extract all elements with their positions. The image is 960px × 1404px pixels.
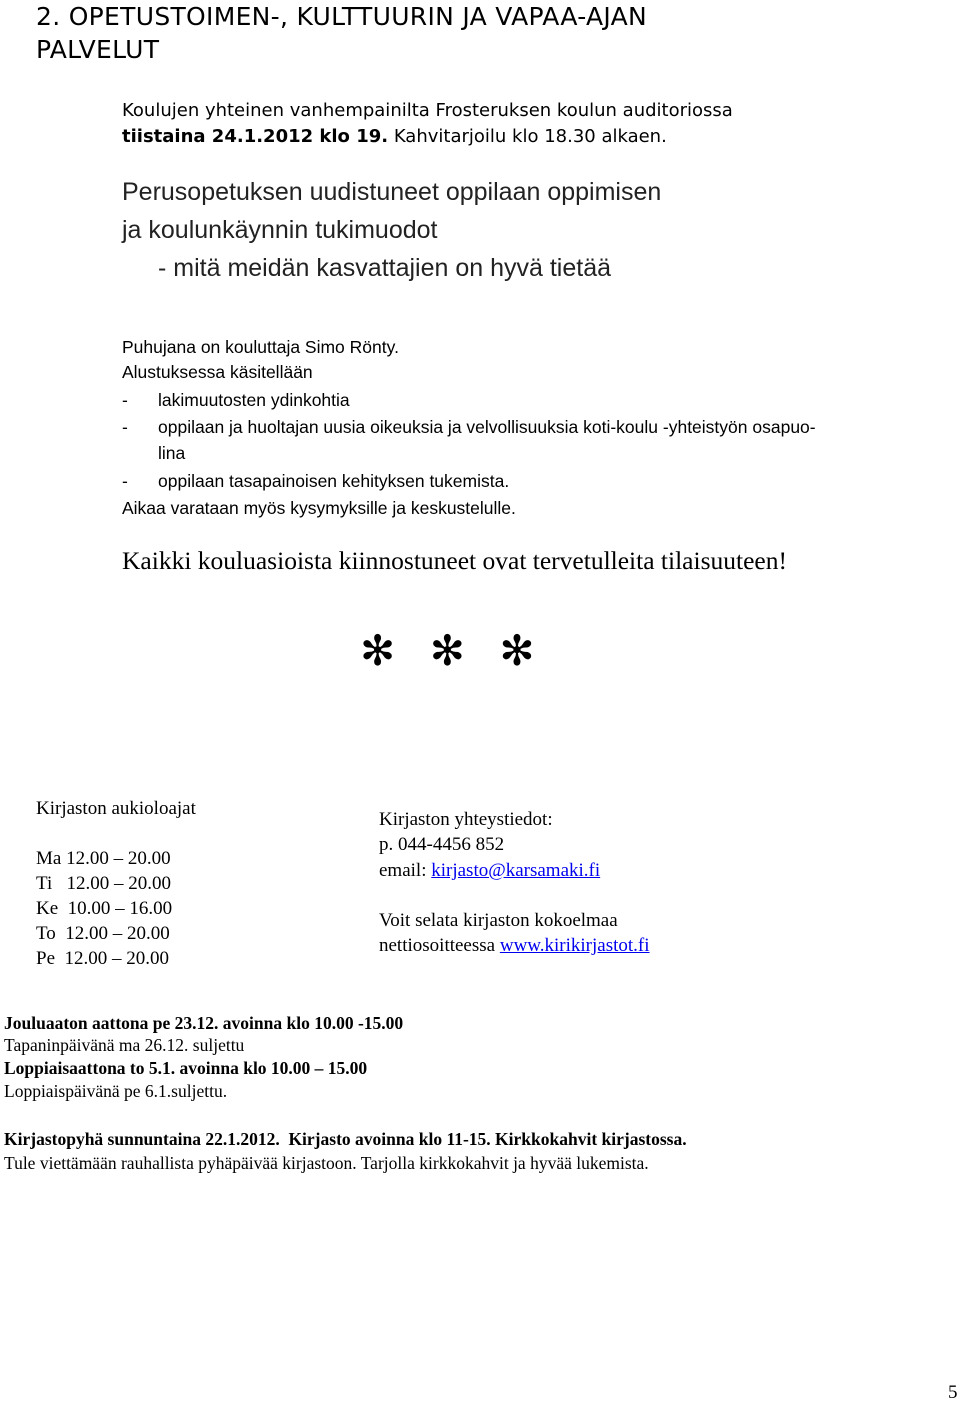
- holiday-line: Loppiaispäivänä pe 6.1.suljettu.: [4, 1081, 228, 1101]
- library-hours-title: Kirjaston aukioloajat: [36, 798, 196, 819]
- holiday-line: Jouluaaton aattona pe 23.12. avoinna klo 10.00 -15.00: [4, 1013, 404, 1033]
- bullet-item: oppilaan ja huoltajan uusia oikeuksia ja velvollisuuksia koti-koulu -yhteistyön osapuo-: [158, 417, 816, 437]
- bullet-item: lakimuutosten ydinkohtia: [158, 390, 350, 410]
- speaker-line: Puhujana on kouluttaja Simo Rönty.: [122, 337, 399, 357]
- library-phone: p. 044-4456 852: [379, 834, 505, 855]
- browse-label: nettiosoitteessa: [379, 935, 500, 956]
- library-hours-row: Ti 12.00 – 20.00: [36, 873, 171, 894]
- email-link[interactable]: kirjasto@karsamaki.fi: [431, 860, 601, 881]
- topic-line2: ja koulunkäynnin tukimuodot: [122, 216, 438, 244]
- email-label: email:: [379, 860, 432, 881]
- library-email-line: [379, 858, 600, 883]
- meeting-line1: Koulujen yhteinen vanhempainilta Frosteruksen koulun auditoriossa: [122, 100, 733, 121]
- section-heading: [36, 0, 647, 66]
- meeting-line2: [122, 125, 667, 149]
- section-heading-line2: PALVELUT: [36, 35, 160, 64]
- bullet-item: oppilaan tasapainoisen kehityksen tukemista.: [158, 471, 510, 491]
- welcome-line: Kaikki kouluasioista kiinnostuneet ovat tervetulleita tilaisuuteen!: [122, 546, 787, 575]
- sunday-line1: Kirjastopyhä sunnuntaina 22.1.2012. Kirjasto avoinna klo 11-15. Kirkkokahvit kirjastossa.: [4, 1129, 687, 1149]
- library-hours-row: To 12.00 – 20.00: [36, 923, 170, 944]
- bullet-dash: -: [122, 417, 128, 437]
- asterisk-separator-icon: ✻ ✻ ✻: [360, 629, 547, 675]
- topic-line3: - mitä meidän kasvattajien on hyvä tietää: [158, 254, 612, 282]
- agenda-intro: Alustuksessa käsitellään: [122, 362, 313, 382]
- holiday-line: Tapaninpäivänä ma 26.12. suljettu: [4, 1035, 245, 1055]
- section-heading-line1: 2. OPETUSTOIMEN-, KULTTUURIN JA VAPAA-AJAN: [36, 2, 648, 31]
- page-number: 5: [948, 1382, 958, 1403]
- topic-line1: Perusopetuksen uudistuneet oppilaan oppimisen: [122, 178, 662, 206]
- library-hours-row: Ma 12.00 – 20.00: [36, 848, 171, 869]
- holiday-line: Loppiaisaattona to 5.1. avoinna klo 10.00 – 15.00: [4, 1058, 368, 1078]
- library-hours-row: Pe 12.00 – 20.00: [36, 948, 169, 969]
- library-contact-title: Kirjaston yhteystiedot:: [379, 809, 553, 830]
- sunday-line2: Tule viettämään rauhallista pyhäpäivää kirjastoon. Tarjolla kirkkokahvit ja hyvää lukemista.: [4, 1153, 649, 1173]
- browse-line2: [379, 933, 650, 958]
- web-link[interactable]: www.kirikirjastot.fi: [499, 935, 650, 956]
- browse-line1: Voit selata kirjaston kokoelmaa: [379, 910, 618, 931]
- library-hours-row: Ke 10.00 – 16.00: [36, 898, 173, 919]
- bullet-dash: -: [122, 390, 128, 410]
- bullet-dash: -: [122, 471, 128, 491]
- bullet-item-continuation: lina: [158, 443, 186, 463]
- meeting-coffee: Kahvitarjoilu klo 18.30 alkaen.: [388, 126, 667, 147]
- closing-line: Aikaa varataan myös kysymyksille ja keskustelulle.: [122, 498, 516, 518]
- meeting-date: tiistaina 24.1.2012 klo 19.: [122, 126, 389, 147]
